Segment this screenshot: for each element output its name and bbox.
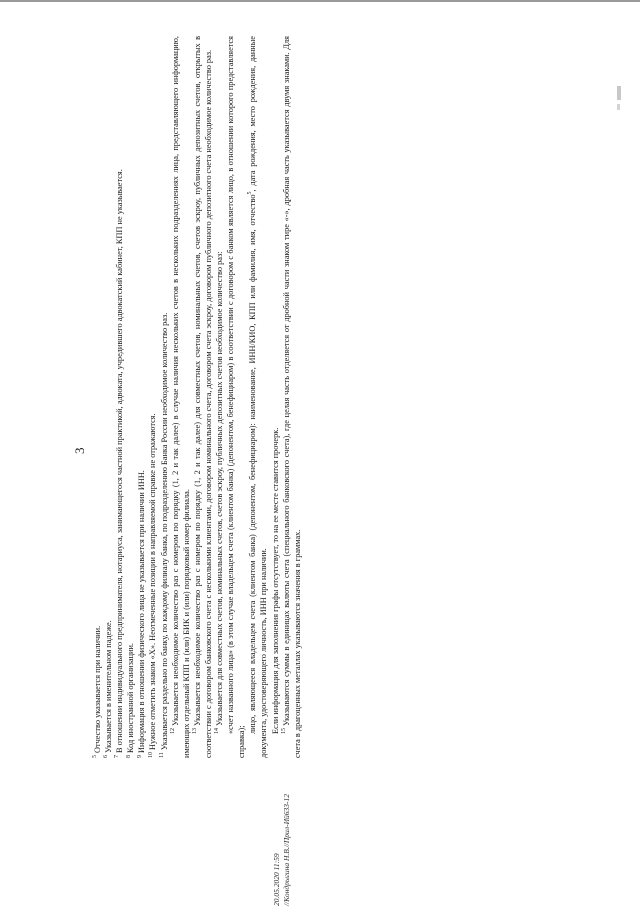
footnote: $^{14}$Указывается для совместных счетов, номинальных счетов, счетов эскроу, публичных депозитных счетов необходимое количество раз:: [214, 251, 225, 734]
footnote-paragraph: лицо, являющееся владельцем счета (клиентом банка) (депонентом, бенефициаром): наименование, ИНН/КИО, КПП или фамилия, имя, отчество$^5$, дата рождения, место рождения, данные документа, удостоверяющего личность, ИНН при наличии.: [247, 36, 269, 758]
footnote: $^8$Код иностранной организации.: [125, 643, 136, 758]
page-number: 3: [72, 447, 87, 454]
top-scan-edge: [0, 0, 640, 2]
print-stamp: [272, 706, 291, 906]
footnote: $^7$В отношении индивидуального предпринимателя, нотариуса, занимающегося частной практикой, адвоката, учредившего адвокатский кабинет, КПП не указывается.: [114, 169, 125, 758]
footnote-paragraph: «счет названного лица» (в этом случае владельцем счета (клиентом банка) (депонентом, бенефициаром) в соответствии с договором с банком является лицо, в отношении которого представляется справка);: [226, 36, 247, 758]
footnotes-list: [92, 36, 303, 758]
footnote: $^9$Информация в отношении физического лица не указывается при наличии ИНН.: [136, 470, 147, 758]
footnote: $^{10}$Нужное отметить знаком «X». Неотмеченные позиции в направляемой справке не отражаются.: [147, 413, 158, 758]
footnote: $^{15}$Указываются суммы в единицах валюты счета (специального банковского счета), где целая часть отделяется от дробной части знаком тире «-», дробная часть указывается двумя знаками. Для счета в драгоценных металлах указываются значения в граммах.: [280, 36, 302, 758]
stamp-datetime: 20.05.2020 11:59: [272, 853, 281, 906]
scan-artifact: [617, 104, 620, 110]
footnote: $^{11}$Указывается раздельно по банку, по каждому филиалу банка, по подразделению Банка России необходимое количество раз.: [158, 312, 169, 758]
footnote: $^5$Отчество указывается при наличии.: [92, 625, 102, 758]
scan-artifact: [617, 86, 621, 100]
rotated-page: [72, 26, 302, 906]
footnote: $^{12}$Указывается необходимое количество раз с номером по порядку (1, 2 и так далее) в случае наличия нескольких счетов в нескольких подразделениях лица, представляющего информацию, имеющих отдельный КПП и (или) БИК и (или) порядковый номер филиала.: [169, 36, 191, 758]
footnote-paragraph: Если информация для заполнения графы отсутствует, то на ее месте ставится прочерк.: [270, 427, 280, 734]
footnote: $^{13}$Указывается необходимое количество раз с номером по порядку (1, 2 и так далее) для совместных счетов, номинальных счетов, счетов эскроу, публичных депозитных счетов, открытых в соответствии с договором банковского счета с несколькими клиентами, договором номинального счета, договором счета эскроу, договором публичного депозитного счета необходимое количество раз.: [192, 36, 213, 758]
stamp-author: //Кондрыгина Н.В.//Прил-Ий633-12: [281, 794, 291, 906]
footnote: $^6$Указывается в именительном падеже.: [103, 620, 114, 758]
